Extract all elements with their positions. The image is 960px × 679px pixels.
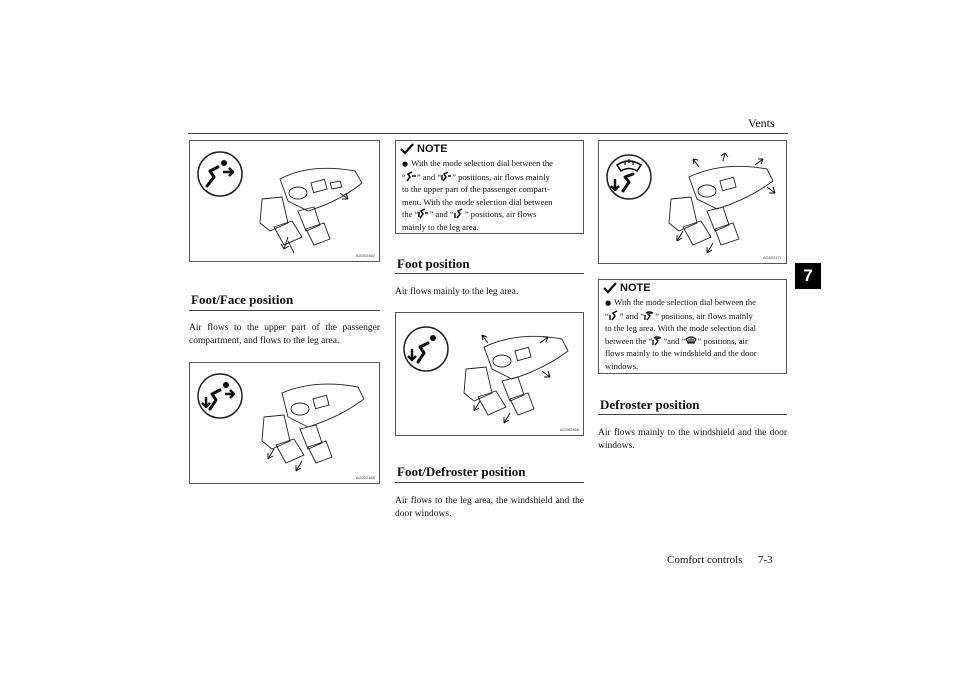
foot-defroster-mode-icon [607, 155, 651, 199]
defroster-heading: Defroster position [600, 397, 700, 412]
note-text: ● With the mode selection dial between the “ ” and “ ” positions, air flows mainly to the upper part of the passenger compart- ment. With the mode selection dial between the “ ” and “ ” positions, air flows mainly to the leg area. [402, 158, 553, 232]
dashboard-seats-illustration [190, 363, 379, 483]
dashboard-seats-illustration [396, 313, 583, 435]
foot-face-figure-top [189, 140, 380, 262]
foot-face-mode-icon [198, 374, 242, 418]
foot-face-heading: Foot/Face position [191, 292, 294, 307]
dashboard-seats-illustration [599, 141, 786, 263]
defroster-paragraph: Air flows mainly to the windshield and the door windows. [598, 428, 787, 451]
defroster-icon [685, 335, 697, 346]
note-label: NOTE [620, 282, 651, 294]
face-vent-mode-icon [198, 152, 242, 196]
foot-defroster-heading: Foot/Defroster position [397, 464, 526, 479]
foot-defroster-figure [598, 140, 787, 264]
figure-code: AG002471 [762, 255, 782, 260]
note-header [400, 143, 448, 155]
figure-code: AG002468 [559, 427, 579, 432]
footer-page-number: 7-3 [758, 554, 773, 566]
foot-defroster-mode-icon [652, 335, 663, 346]
page-header-title: Vents [748, 116, 775, 130]
foot-face-rule [189, 310, 380, 311]
note-box-foot-face [395, 140, 584, 234]
foot-defroster-mode-icon [644, 310, 655, 321]
foot-face-mode-icon [418, 208, 429, 219]
note-label: NOTE [417, 143, 448, 155]
note-box-defroster [598, 279, 787, 374]
bullet-icon: ● [605, 299, 612, 307]
foot-face-mode-icon [441, 171, 452, 182]
foot-mode-icon [609, 310, 620, 321]
footer-section-name: Comfort controls [667, 554, 743, 566]
note-check-icon [603, 282, 617, 294]
foot-face-paragraph: Air flows to the upper part of the passenger compartment, and flows to the leg area. [189, 323, 380, 346]
dashboard-seats-illustration [190, 141, 379, 261]
header-rule [188, 133, 788, 134]
foot-position-heading: Foot position [397, 256, 470, 271]
foot-defroster-rule [395, 482, 584, 483]
note-text: ● With the mode selection dial between the “ ” and “ ” positions, air flows mainly to the leg area. With the mode selection dial between the “ ”and “ ” positions, air flows mainly to the windshield and the door windows. [605, 297, 757, 371]
foot-face-figure-bottom [189, 362, 380, 484]
note-check-icon [400, 143, 414, 155]
foot-mode-icon [454, 208, 465, 219]
foot-position-rule [395, 273, 584, 274]
foot-position-paragraph: Air flows mainly to the leg area. [395, 287, 519, 297]
foot-defroster-paragraph: Air flows to the leg area, the windshield and the door windows. [395, 496, 584, 519]
defroster-rule [598, 414, 787, 415]
face-mode-icon [406, 171, 417, 182]
chapter-tab: 7 [795, 263, 821, 289]
figure-code: AG002462 [355, 253, 375, 258]
bullet-icon: ● [402, 160, 409, 168]
note-header [603, 282, 651, 294]
figure-code: AG002465 [355, 475, 375, 480]
foot-position-figure [395, 312, 584, 436]
foot-mode-icon [404, 327, 448, 371]
